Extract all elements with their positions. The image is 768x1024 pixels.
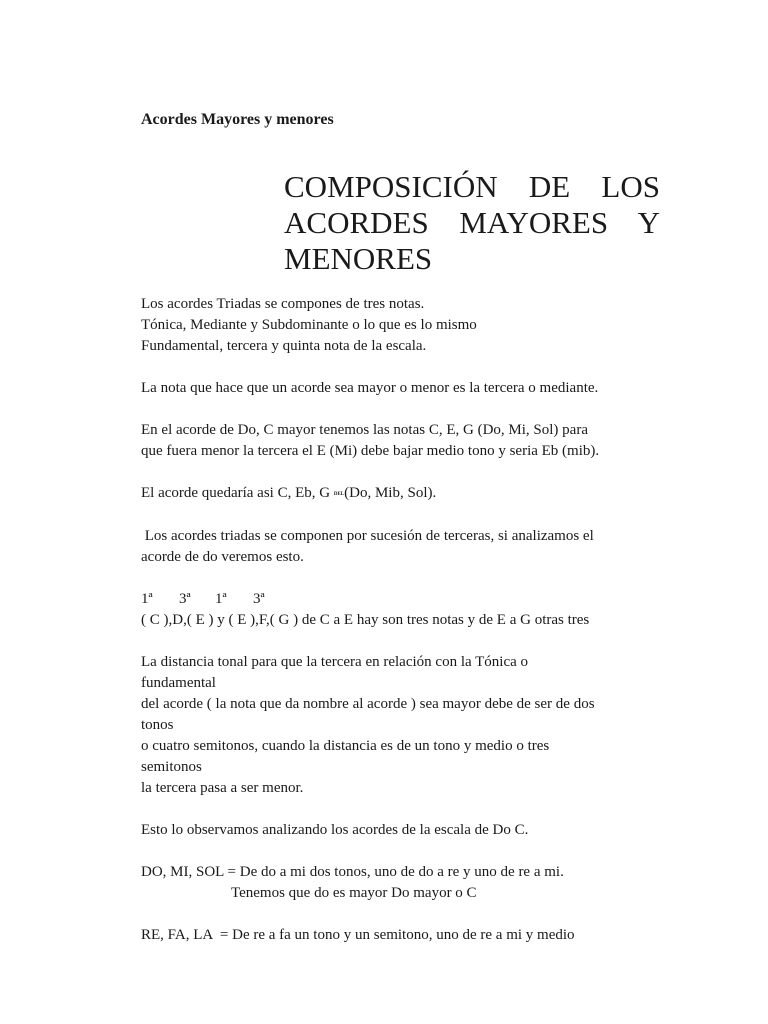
ordinals-line <box>141 589 661 610</box>
paragraph-thirds <box>141 526 661 568</box>
text-line: tonos <box>141 717 174 733</box>
text-line: La nota que hace que un acorde sea mayor o menor es la tercera o mediante. <box>141 380 599 396</box>
paragraph-intervals <box>141 589 661 631</box>
paragraph-observation <box>141 820 661 841</box>
text-line: La distancia tonal para que la tercera en relación con la Tónica o <box>141 654 529 670</box>
text-line: fundamental <box>141 675 216 691</box>
document-body <box>141 294 661 967</box>
main-title-line-3: MENORES <box>284 241 433 276</box>
ordinal-label: 3ª <box>179 591 191 607</box>
text-line: ( C ),D,( E ) y ( E ),F,( G ) de C a E hay son tres notas y de E a G otras tres <box>141 612 590 628</box>
paragraph-c-minor-chord <box>141 483 661 505</box>
paragraph-tonal-distance <box>141 652 661 799</box>
text-line: Los acordes Triadas se compones de tres notas. <box>141 296 425 312</box>
text-line <box>141 483 661 505</box>
text-line: Esto lo observamos analizando los acordes de la escala de Do C. <box>141 822 529 838</box>
text-line: del acorde ( la nota que da nombre al acorde ) sea mayor debe de ser de dos <box>141 696 595 712</box>
chord-text-end: (Do, Mib, Sol). <box>344 485 437 501</box>
main-title-line-2: ACORDES MAYORES Y <box>284 205 660 240</box>
text-line: Tenemos que do es mayor Do mayor o C <box>231 885 477 901</box>
paragraph-re-fa-la <box>141 925 661 946</box>
paragraph-third-note <box>141 378 661 399</box>
main-title-line-1: COMPOSICIÓN DE LOS <box>284 169 660 204</box>
text-line: Los acordes triadas se componen por sucesión de terceras, si analizamos el <box>141 528 594 544</box>
text-line: la tercera pasa a ser menor. <box>141 780 304 796</box>
text-line: Tónica, Mediante y Subdominante o lo que es lo mismo <box>141 317 477 333</box>
chord-text: El acorde quedaría asi C, Eb, G <box>141 485 334 501</box>
paragraph-c-major <box>141 420 661 462</box>
ordinal-label: 1ª <box>215 591 227 607</box>
text-line: semitonos <box>141 759 202 775</box>
text-line: RE, FA, LA = De re a fa un tono y un semitono, uno de re a mi y medio <box>141 927 575 943</box>
text-line: o cuatro semitonos, cuando la distancia es de un tono y medio o tres <box>141 738 550 754</box>
ordinal-label: 1ª <box>141 591 153 607</box>
paragraph-triad-notes <box>141 294 661 357</box>
ordinal-label: 3ª <box>253 591 265 607</box>
paragraph-do-mi-sol <box>141 862 661 904</box>
text-line: Fundamental, tercera y quinta nota de la escala. <box>141 338 427 354</box>
text-line: En el acorde de Do, C mayor tenemos las notas C, E, G (Do, Mi, Sol) para <box>141 422 588 438</box>
text-line: acorde de do veremos esto. <box>141 549 304 565</box>
document-heading: Acordes Mayores y menores <box>141 111 334 128</box>
tiny-mark: DEL <box>333 492 345 497</box>
text-line: DO, MI, SOL = De do a mi dos tonos, uno de do a re y uno de re a mi. <box>141 864 564 880</box>
text-line: que fuera menor la tercera el E (Mi) debe bajar medio tono y seria Eb (mib). <box>141 443 600 459</box>
main-title <box>284 169 660 277</box>
